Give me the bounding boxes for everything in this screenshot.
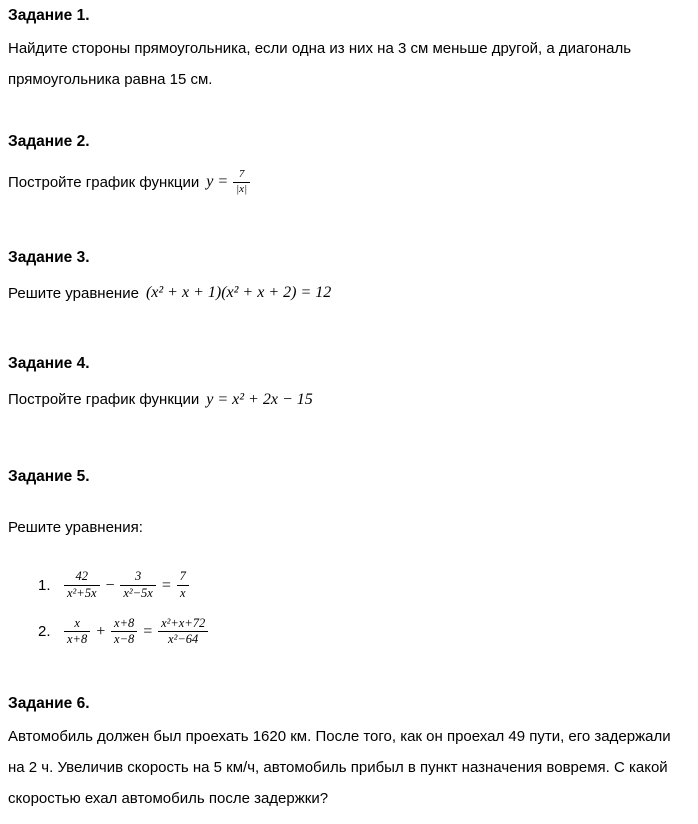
fraction (158, 616, 208, 648)
task-3-lead: Решите уравнение (8, 284, 139, 302)
equation-1 (38, 569, 686, 601)
operator-minus: − (104, 576, 116, 594)
task-4-lead: Постройте график функции (8, 391, 200, 409)
task-1-body: Найдите стороны прямоугольника, если одна из них на 3 см меньше другой, а диагональ прямоугольника равна 15 см. (8, 40, 632, 88)
fraction-denominator: |x| (236, 182, 248, 195)
task-1 (8, 6, 686, 96)
task-5 (8, 467, 686, 648)
equals-sign: = (160, 576, 172, 594)
fraction-denominator: x²−64 (168, 632, 199, 647)
equation-2 (38, 616, 686, 648)
task-4 (8, 354, 686, 408)
fraction (64, 616, 90, 648)
equation-2-formula (64, 616, 208, 648)
task-2-title: Задание 2. (8, 132, 90, 150)
fraction-denominator: x (180, 586, 186, 601)
list-marker-2: 2. (38, 623, 51, 641)
task-3-title: Задание 3. (8, 249, 90, 267)
fraction-numerator: 42 (64, 569, 100, 586)
task-5-lead: Решите уравнения: (8, 518, 143, 536)
fraction (233, 168, 250, 197)
fraction-denominator: x+8 (67, 632, 88, 647)
fraction (177, 569, 189, 601)
operator-plus: + (95, 622, 107, 640)
equals-sign: = (142, 622, 154, 640)
task-2-formula (206, 168, 250, 197)
task-3-formula: (x² + x + 1)(x² + x + 2) = 12 (145, 284, 332, 302)
task-3-statement (8, 284, 686, 302)
formula-lhs: y = (206, 173, 229, 191)
fraction-numerator: 7 (233, 168, 250, 183)
task-2-lead: Постройте график функции (8, 173, 200, 191)
task-4-formula: y = x² + 2x − 15 (206, 390, 313, 408)
task-4-title: Задание 4. (8, 355, 90, 373)
fraction-denominator: x²−5x (123, 586, 153, 601)
task-6 (8, 694, 686, 814)
fraction-numerator: x²+x+72 (158, 616, 208, 633)
fraction-numerator: 7 (177, 569, 189, 586)
list-marker-1: 1. (38, 577, 51, 595)
task-2-statement (8, 168, 686, 197)
equation-1-formula (64, 569, 189, 601)
fraction (111, 616, 137, 648)
task-3 (8, 248, 686, 302)
task-4-statement (8, 391, 686, 409)
fraction-numerator: 3 (120, 569, 156, 586)
task-5-title: Задание 5. (8, 467, 90, 485)
fraction-numerator: x+8 (111, 616, 137, 633)
fraction (64, 569, 100, 601)
task-2 (8, 132, 686, 197)
task-1-title: Задание 1. (8, 7, 90, 24)
fraction (120, 569, 156, 601)
task-6-body: Автомобиль должен был проехать 1620 км. После того, как он проехал 49 пути, его задержали на 2 ч. Увеличив скорость на 5 км/ч, автомобиль прибыл в пункт назначения вовремя. С какой скоростью ехал автомобиль после задержки? (8, 728, 671, 807)
task-6-title: Задание 6. (8, 694, 90, 712)
fraction-denominator: x²+5x (67, 586, 97, 601)
fraction-numerator: x (64, 616, 90, 633)
fraction-denominator: x−8 (114, 632, 135, 647)
